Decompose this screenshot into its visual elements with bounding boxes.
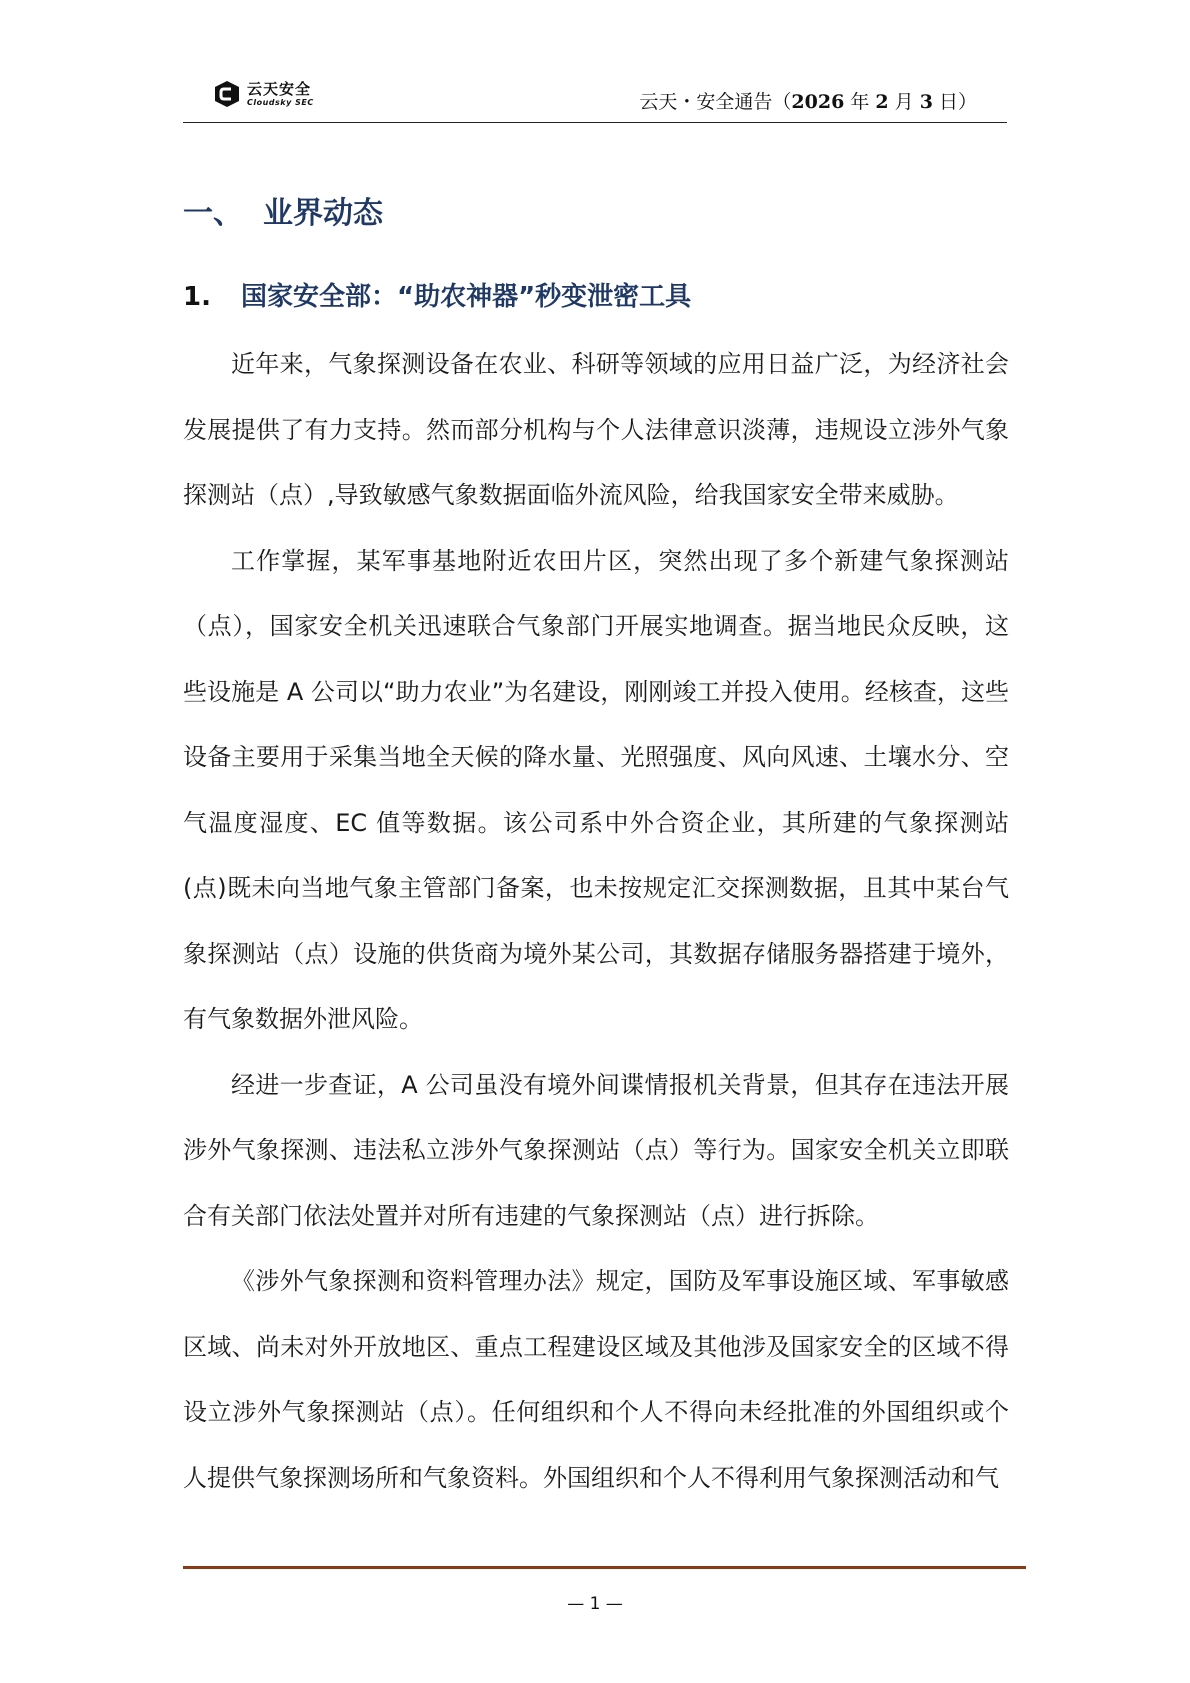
- logo-chinese-name: 云天安全: [247, 79, 312, 98]
- bulletin-title-prefix: 云天・安全通告（: [639, 91, 792, 113]
- company-logo: [213, 80, 314, 108]
- section-heading: [183, 188, 383, 232]
- section-title: 业界动态: [263, 196, 383, 231]
- bulletin-year: 2026: [791, 91, 845, 113]
- article-body: [183, 332, 1009, 1511]
- bulletin-month: 2: [875, 91, 889, 113]
- logo-english-name: Cloudsky SEC: [247, 97, 314, 107]
- bulletin-day: 3: [919, 91, 933, 113]
- paragraph: 工作掌握，某军事基地附近农田片区，突然出现了多个新建气象探测站（点），国家安全机关迅速联合气象部门开展实地调查。据当地民众反映，这些设施是 A 公司以“助力农业”为名建设，刚刚竣工并投入使用。经核查，这些设备主要用于采集当地全天候的降水量、光照强度、风向风速、土壤水分、空气温度湿度、EC 值等数据。该公司系中外合资企业，其所建的气象探测站(点)既未向当地气象主管部门备案，也未按规定汇交探测数据，且其中某台气象探测站（点）设施的供货商为境外某公司，其数据存储服务器搭建于境外，有气象数据外泄风险。: [183, 546, 1009, 1033]
- bulletin-day-unit: 日）: [932, 91, 977, 113]
- subsection-heading: [183, 276, 691, 313]
- section-number: 一、: [183, 196, 243, 231]
- bulletin-title: [639, 87, 977, 114]
- page-number: — 1 —: [567, 1594, 623, 1614]
- paragraph: 《涉外气象探测和资料管理办法》规定，国防及军事设施区域、军事敏感区域、尚未对外开放地区、重点工程建设区域及其他涉及国家安全的区域不得设立涉外气象探测站（点）。任何组织和个人不得向未经批准的外国组织或个人提供气象探测场所和气象资料。外国组织和个人不得利用气象探测活动和气: [183, 1267, 1009, 1492]
- cloudsky-logo-icon: [213, 80, 241, 108]
- footer-rule: [183, 1566, 1026, 1569]
- paragraph: 经进一步查证，A 公司虽没有境外间谍情报机关背景，但其存在违法开展涉外气象探测、违法私立涉外气象探测站（点）等行为。国家安全机关立即联合有关部门依法处置并对所有违建的气象探测站（点）进行拆除。: [183, 1070, 1009, 1230]
- subsection-number: 1.: [183, 282, 211, 312]
- page-header: [183, 70, 1007, 123]
- bulletin-year-unit: 年: [844, 91, 876, 113]
- paragraph: 近年来，气象探测设备在农业、科研等领域的应用日益广泛，为经济社会发展提供了有力支持。然而部分机构与个人法律意识淡薄，违规设立涉外气象探测站（点）,导致敏感气象数据面临外流风险，给我国家安全带来威胁。: [183, 350, 1009, 509]
- subsection-title: 国家安全部：“助农神器”秒变泄密工具: [241, 282, 692, 312]
- bulletin-month-unit: 月: [888, 91, 920, 113]
